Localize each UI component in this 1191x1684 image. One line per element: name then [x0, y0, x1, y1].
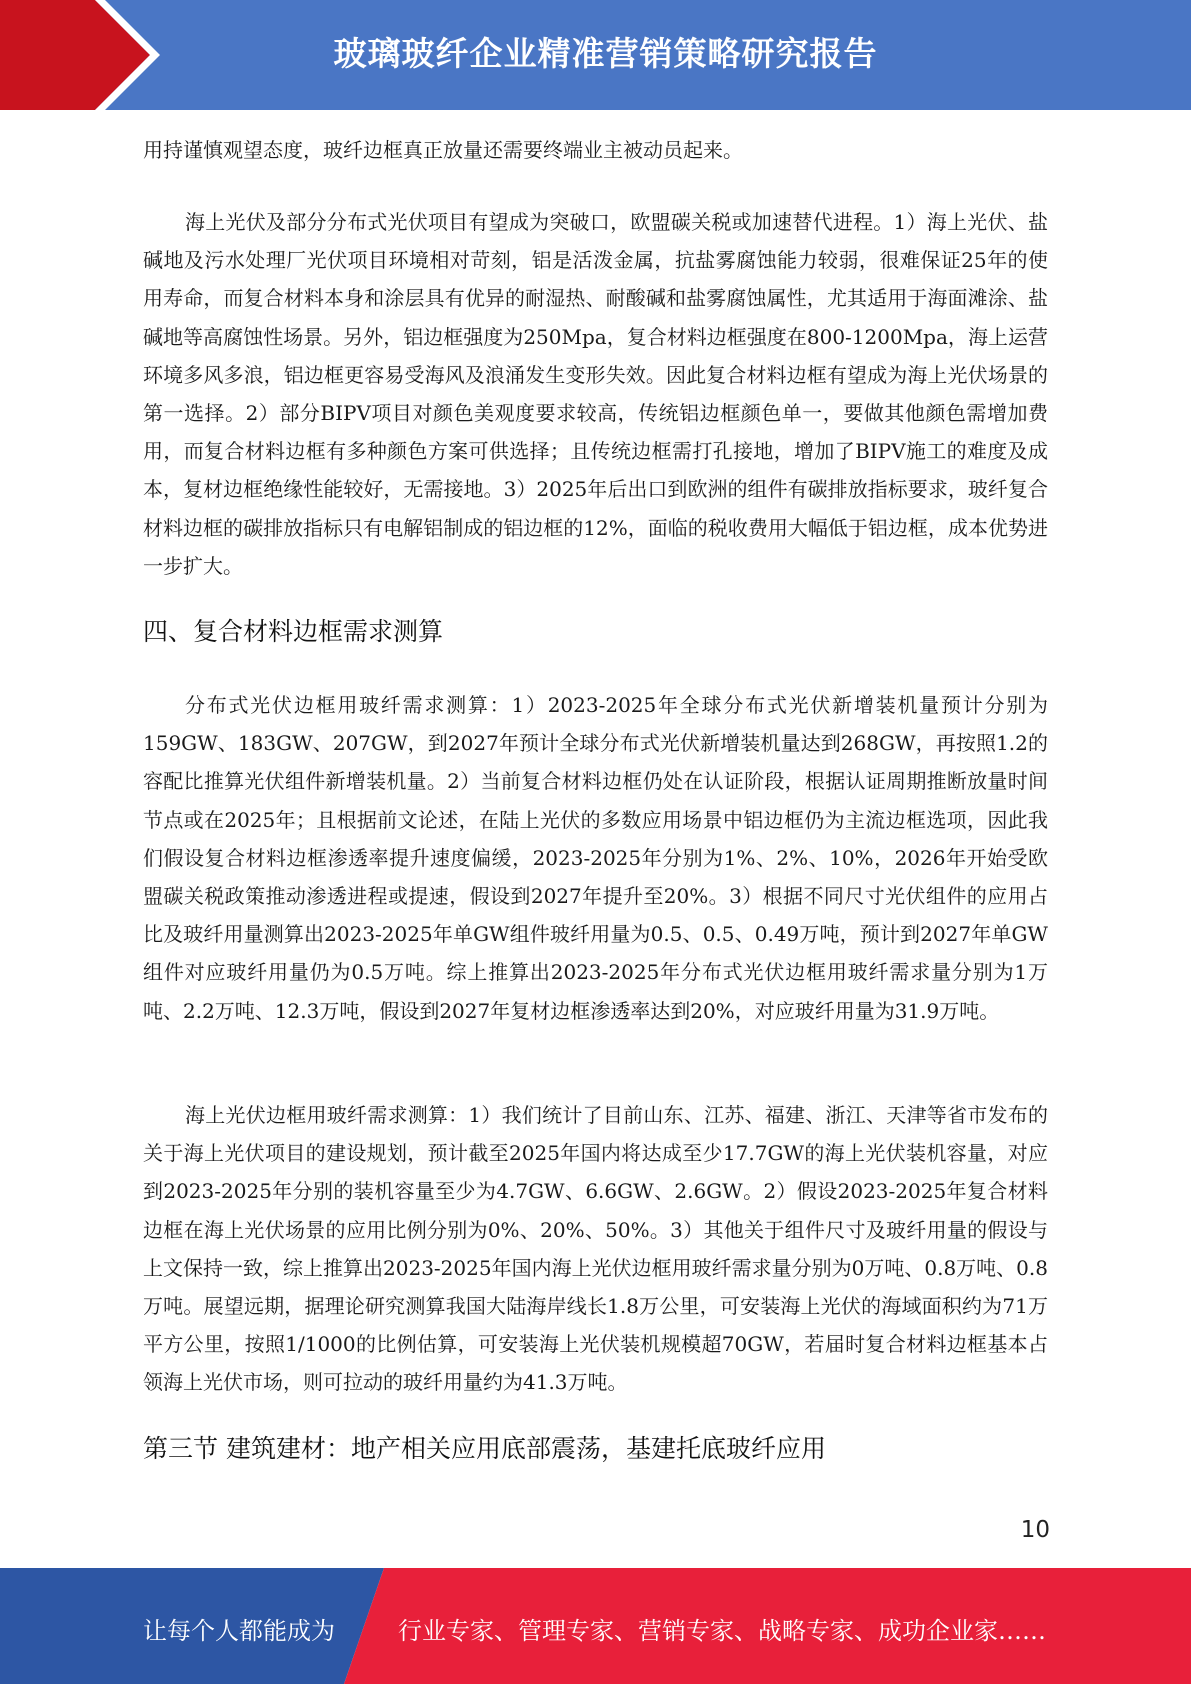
body-paragraph-offshore — [143, 203, 1048, 585]
page-number: 10 — [1020, 1517, 1050, 1543]
body-paragraph-offshore-demand — [143, 1096, 1048, 1402]
footer-slogan: 让每个人都能成为 — [143, 1617, 335, 1645]
page-header — [0, 0, 1191, 110]
body-paragraph-intro — [143, 131, 1048, 169]
report-title: 玻璃玻纤企业精准营销策略研究报告 — [333, 34, 878, 73]
section-heading: 第三节 建筑建材：地产相关应用底部震荡，基建托底玻纤应用 — [143, 1434, 826, 1463]
paragraph-text: 分布式光伏边框用玻纤需求测算：1）2023-2025年全球分布式光伏新增装机量预计分别为159GW、183GW、207GW，到2027年预计全球分布式光伏新增装机量达到268GW，再按照1.2的容配比推算光伏组件新增装机量。2）当前复合材料边框仍处在认证阶段，根据认证周期推断放量时间节点或在2025年；且根据前文论述，在陆上光伏的多数应用场景中铝边框仍为主流边框选项，因此我们假设复合材料边框渗透率提升速度偏缓，2023-2025年分别为1%、2%、10%，2026年开始受欧盟碳关税政策推动渗透进程或提速，假设到2027年提升至20%。3）根据不同尺寸光伏组件的应用占比及玻纤用量测算出2023-2025年单GW组件玻纤用量为0.5、0.5、0.49万吨，预计到2027年单GW组件对应玻纤用量仍为0.5万吨。综上推算出2023-2025年分布式光伏边框用玻纤需求量分别为1万吨、2.2万吨、12.3万吨，假设到2027年复材边框渗透率达到20%，对应玻纤用量为31.9万吨。 — [143, 693, 1048, 1023]
section-heading: 四、复合材料边框需求测算 — [143, 617, 444, 646]
page-footer — [0, 1568, 1191, 1684]
footer-roles: 行业专家、管理专家、营销专家、战略专家、成功企业家…… — [398, 1617, 1046, 1645]
paragraph-text: 海上光伏边框用玻纤需求测算：1）我们统计了目前山东、江苏、福建、浙江、天津等省市发布的关于海上光伏项目的建设规划，预计截至2025年国内将达成至少17.7GW的海上光伏装机容量，对应到2023-2025年分别的装机容量至少为4.7GW、6.6GW、2.6GW。2）假设2023-2025年复合材料边框在海上光伏场景的应用比例分别为0%、20%、50%。3）其他关于组件尺寸及玻纤用量的假设与上文保持一致，综上推算出2023-2025年国内海上光伏边框用玻纤需求量分别为0万吨、0.8万吨、0.8万吨。展望远期，据理论研究测算我国大陆海岸线长1.8万公里，可安装海上光伏的海域面积约为71万平方公里，按照1/1000的比例估算，可安装海上光伏装机规模超70GW，若届时复合材料边框基本占领海上光伏市场，则可拉动的玻纤用量约为41.3万吨。 — [143, 1103, 1048, 1395]
section-heading-3 — [143, 1429, 1048, 1465]
section-heading-4 — [143, 612, 1048, 648]
paragraph-text: 海上光伏及部分分布式光伏项目有望成为突破口，欧盟碳关税或加速替代进程。1）海上光伏、盐碱地及污水处理厂光伏项目环境相对苛刻，铝是活泼金属，抗盐雾腐蚀能力较弱，很难保证25年的使用寿命，而复合材料本身和涂层具有优异的耐湿热、耐酸碱和盐雾腐蚀属性，尤其适用于海面滩涂、盐碱地等高腐蚀性场景。另外，铝边框强度为250Mpa，复合材料边框强度在800-1200Mpa，海上运营环境多风多浪，铝边框更容易受海风及浪涌发生变形失效。因此复合材料边框有望成为海上光伏场景的第一选择。2）部分BIPV项目对颜色美观度要求较高，传统铝边框颜色单一，要做其他颜色需增加费用，而复合材料边框有多种颜色方案可供选择；且传统边框需打孔接地，增加了BIPV施工的难度及成本，复材边框绝缘性能较好，无需接地。3）2025年后出口到欧洲的组件有碳排放指标要求，玻纤复合材料边框的碳排放指标只有电解铝制成的铝边框的12%，面临的税收费用大幅低于铝边框，成本优势进一步扩大。 — [143, 210, 1048, 578]
paragraph-text: 用持谨慎观望态度，玻纤边框真正放量还需要终端业主被动员起来。 — [143, 138, 743, 162]
body-paragraph-distributed — [143, 686, 1048, 1030]
